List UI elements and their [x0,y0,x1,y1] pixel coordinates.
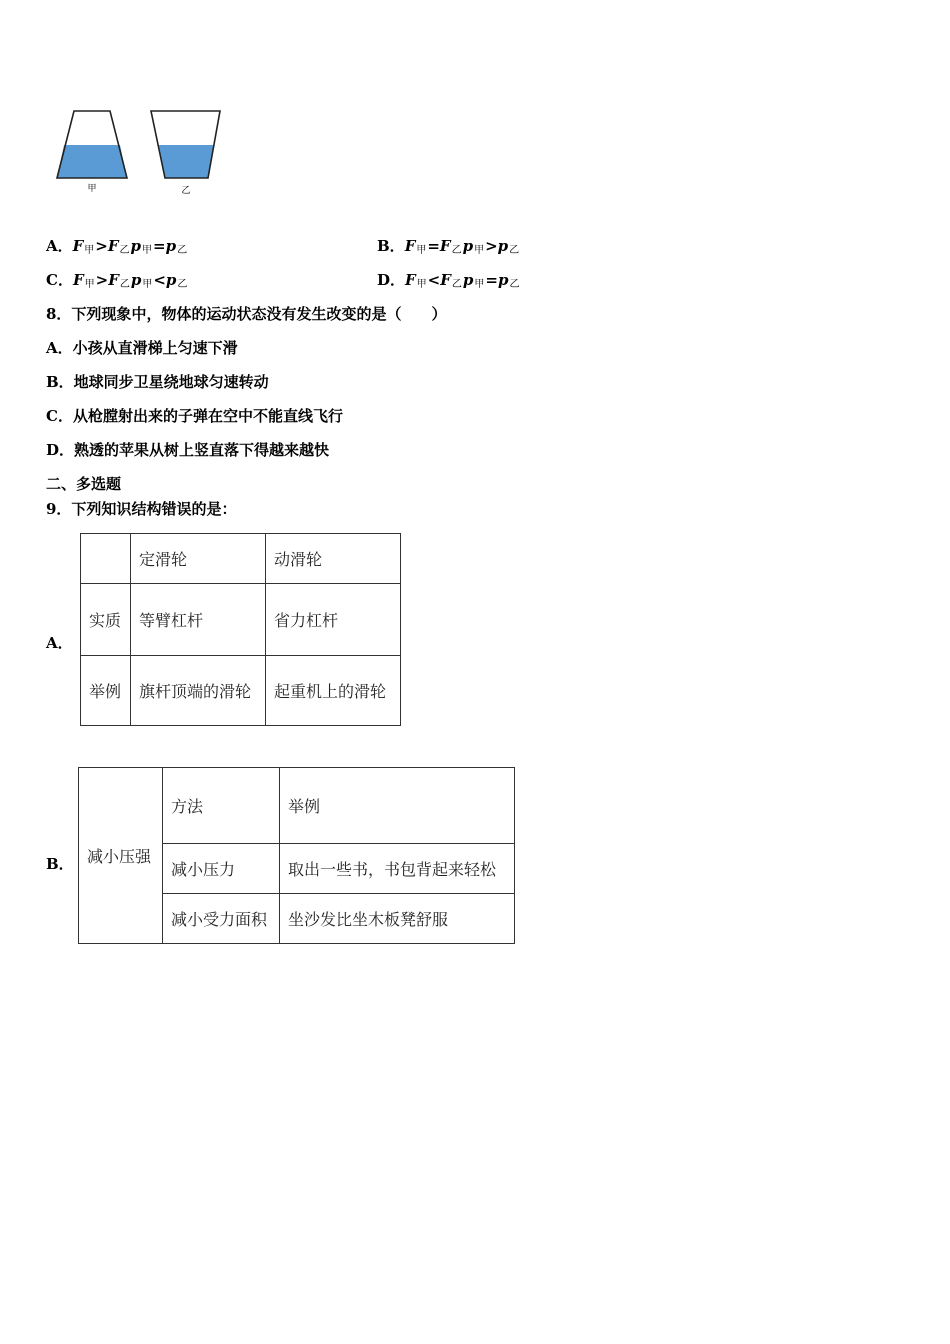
q8-stem: 8．下列现象中，物体的运动状态没有发生改变的是（ ） [46,305,447,323]
table-row: 减小压强 方法 举例 [79,768,515,844]
table-row: 减小压力 取出一些书，书包背起来轻松 [79,844,515,894]
label-jia: 甲 [87,184,97,194]
q8-option-b[interactable]: B．地球同步卫星绕地球匀速转动 [46,373,269,391]
container-jia [57,111,127,178]
water-jia [57,145,127,178]
q7-option-a[interactable]: A．$F_甲>F_乙p_甲=p_乙$ [46,237,188,256]
containers-figure [52,105,232,200]
q7-option-c[interactable]: C．$F_甲>F_乙p_甲<p_乙$ [46,271,188,290]
q8-option-d[interactable]: D．熟透的苹果从树上竖直落下得越来越快 [46,441,330,459]
q9-option-a-label[interactable]: A． [46,634,73,652]
table-row: 举例 旗杆顶端的滑轮 起重机上的滑轮 [81,656,401,726]
q7-option-b[interactable]: B．$F_甲=F_乙p_甲>p_乙$ [377,237,520,256]
section-heading: 二、多选题 [46,475,122,493]
water-yi [159,145,214,178]
table-row: 实质 等臂杠杆 省力杠杆 [81,584,401,656]
q7-option-d[interactable]: D．$F_甲<F_乙p_甲=p_乙$ [377,271,520,290]
label-yi: 乙 [181,186,191,196]
q8-option-c[interactable]: C．从枪膛射出来的子弹在空中不能直线飞行 [46,407,343,425]
table-row: 减小受力面积 坐沙发比坐木板凳舒服 [79,894,515,944]
pulley-table [80,533,401,726]
container-yi [151,111,220,178]
q9-stem: 9．下列知识结构错误的是： [46,500,237,518]
q9-option-b-label[interactable]: B． [46,855,74,873]
pressure-table [78,767,515,944]
table-row: 定滑轮 动滑轮 [81,534,401,584]
q8-option-a[interactable]: A．小孩从直滑梯上匀速下滑 [46,339,238,357]
